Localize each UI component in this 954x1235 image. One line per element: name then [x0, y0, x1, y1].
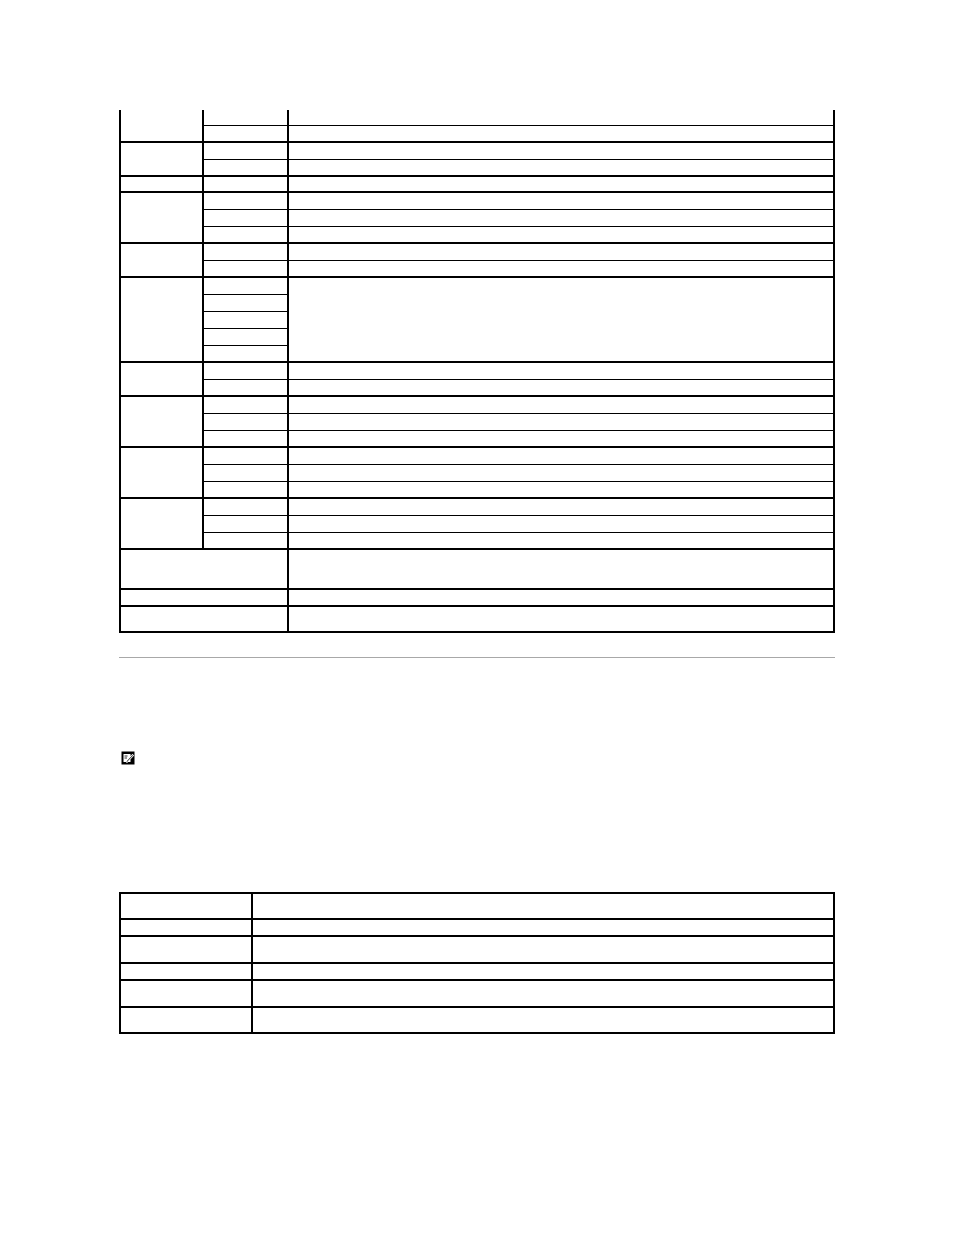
table-cell [203, 447, 288, 464]
table-cell [288, 464, 834, 481]
table-cell [120, 447, 203, 498]
table-cell [120, 142, 203, 176]
table-cell [120, 893, 252, 919]
table-row [120, 447, 834, 464]
table-cell [203, 260, 288, 277]
table-cell [203, 176, 288, 192]
table-cell [203, 277, 288, 294]
table-cell [203, 430, 288, 447]
table-cell [203, 311, 288, 328]
table-cell [203, 328, 288, 345]
table-cell [203, 481, 288, 498]
table-row [120, 481, 834, 498]
spec-table-bottom [119, 892, 835, 1034]
table-cell [288, 549, 834, 589]
table-cell [120, 396, 203, 447]
table-cell [288, 260, 834, 277]
table-row [120, 142, 834, 159]
table-cell [203, 345, 288, 362]
table-cell [203, 110, 288, 125]
table-row [120, 589, 834, 606]
table-cell [120, 919, 252, 936]
table-cell [203, 396, 288, 413]
table-cell [252, 936, 834, 963]
note-pencil-icon [121, 751, 135, 765]
table-cell [288, 379, 834, 396]
table-cell [120, 589, 288, 606]
table-cell [203, 226, 288, 243]
table-row [120, 176, 834, 192]
table-cell [120, 980, 252, 1007]
table-cell [120, 243, 203, 277]
table-cell [252, 1007, 834, 1033]
table-cell [252, 963, 834, 980]
table-row [120, 936, 834, 963]
table-row [120, 963, 834, 980]
table-row [120, 549, 834, 589]
table-cell [288, 277, 834, 362]
table-cell [288, 396, 834, 413]
table-cell [252, 919, 834, 936]
table-cell [203, 209, 288, 226]
table-cell [288, 243, 834, 260]
table-cell [203, 142, 288, 159]
table-cell [120, 110, 203, 142]
table-cell [203, 464, 288, 481]
table-cell [288, 159, 834, 176]
table-row [120, 515, 834, 532]
table-cell [203, 192, 288, 209]
table-cell [120, 936, 252, 963]
table-cell [252, 980, 834, 1007]
table-row [120, 125, 834, 142]
table-cell [288, 532, 834, 549]
table-cell [203, 379, 288, 396]
table-cell [288, 125, 834, 142]
table-cell [203, 413, 288, 430]
table-cell [288, 142, 834, 159]
table-row [120, 1007, 834, 1033]
table-cell [203, 362, 288, 379]
table-row [120, 464, 834, 481]
table-row [120, 277, 834, 294]
table-row [120, 919, 834, 936]
table-row [120, 498, 834, 515]
table-cell [203, 294, 288, 311]
table-cell [120, 1007, 252, 1033]
table-cell [120, 549, 288, 589]
table-cell [120, 362, 203, 396]
table-cell [203, 532, 288, 549]
table-cell [288, 430, 834, 447]
table-cell [288, 226, 834, 243]
table-cell [288, 606, 834, 632]
table-row [120, 362, 834, 379]
table-row [120, 192, 834, 209]
table-cell [203, 498, 288, 515]
table-cell [288, 481, 834, 498]
table-row [120, 110, 834, 125]
spec-table-top [119, 110, 835, 633]
table-cell [288, 498, 834, 515]
table-cell [120, 498, 203, 549]
table-cell [288, 362, 834, 379]
table-cell [120, 606, 288, 632]
table-row [120, 893, 834, 919]
table-cell [120, 192, 203, 243]
table-cell [203, 159, 288, 176]
table-row [120, 260, 834, 277]
table-cell [288, 447, 834, 464]
table-cell [252, 893, 834, 919]
table-cell [120, 176, 203, 192]
table-cell [288, 192, 834, 209]
table-cell [288, 176, 834, 192]
table-cell [288, 209, 834, 226]
section-divider [119, 657, 835, 658]
table-cell [288, 589, 834, 606]
table-cell [203, 515, 288, 532]
table-row [120, 209, 834, 226]
table-row [120, 243, 834, 260]
table-row [120, 532, 834, 549]
table-cell [288, 413, 834, 430]
table-row [120, 159, 834, 176]
table-row [120, 413, 834, 430]
table-cell [120, 963, 252, 980]
table-cell [203, 125, 288, 142]
table-row [120, 226, 834, 243]
table-row [120, 396, 834, 413]
table-row [120, 606, 834, 632]
table-row [120, 430, 834, 447]
table-cell [120, 277, 203, 362]
table-row [120, 379, 834, 396]
table-row [120, 980, 834, 1007]
table-cell [203, 243, 288, 260]
table-cell [288, 515, 834, 532]
table-cell [288, 110, 834, 125]
